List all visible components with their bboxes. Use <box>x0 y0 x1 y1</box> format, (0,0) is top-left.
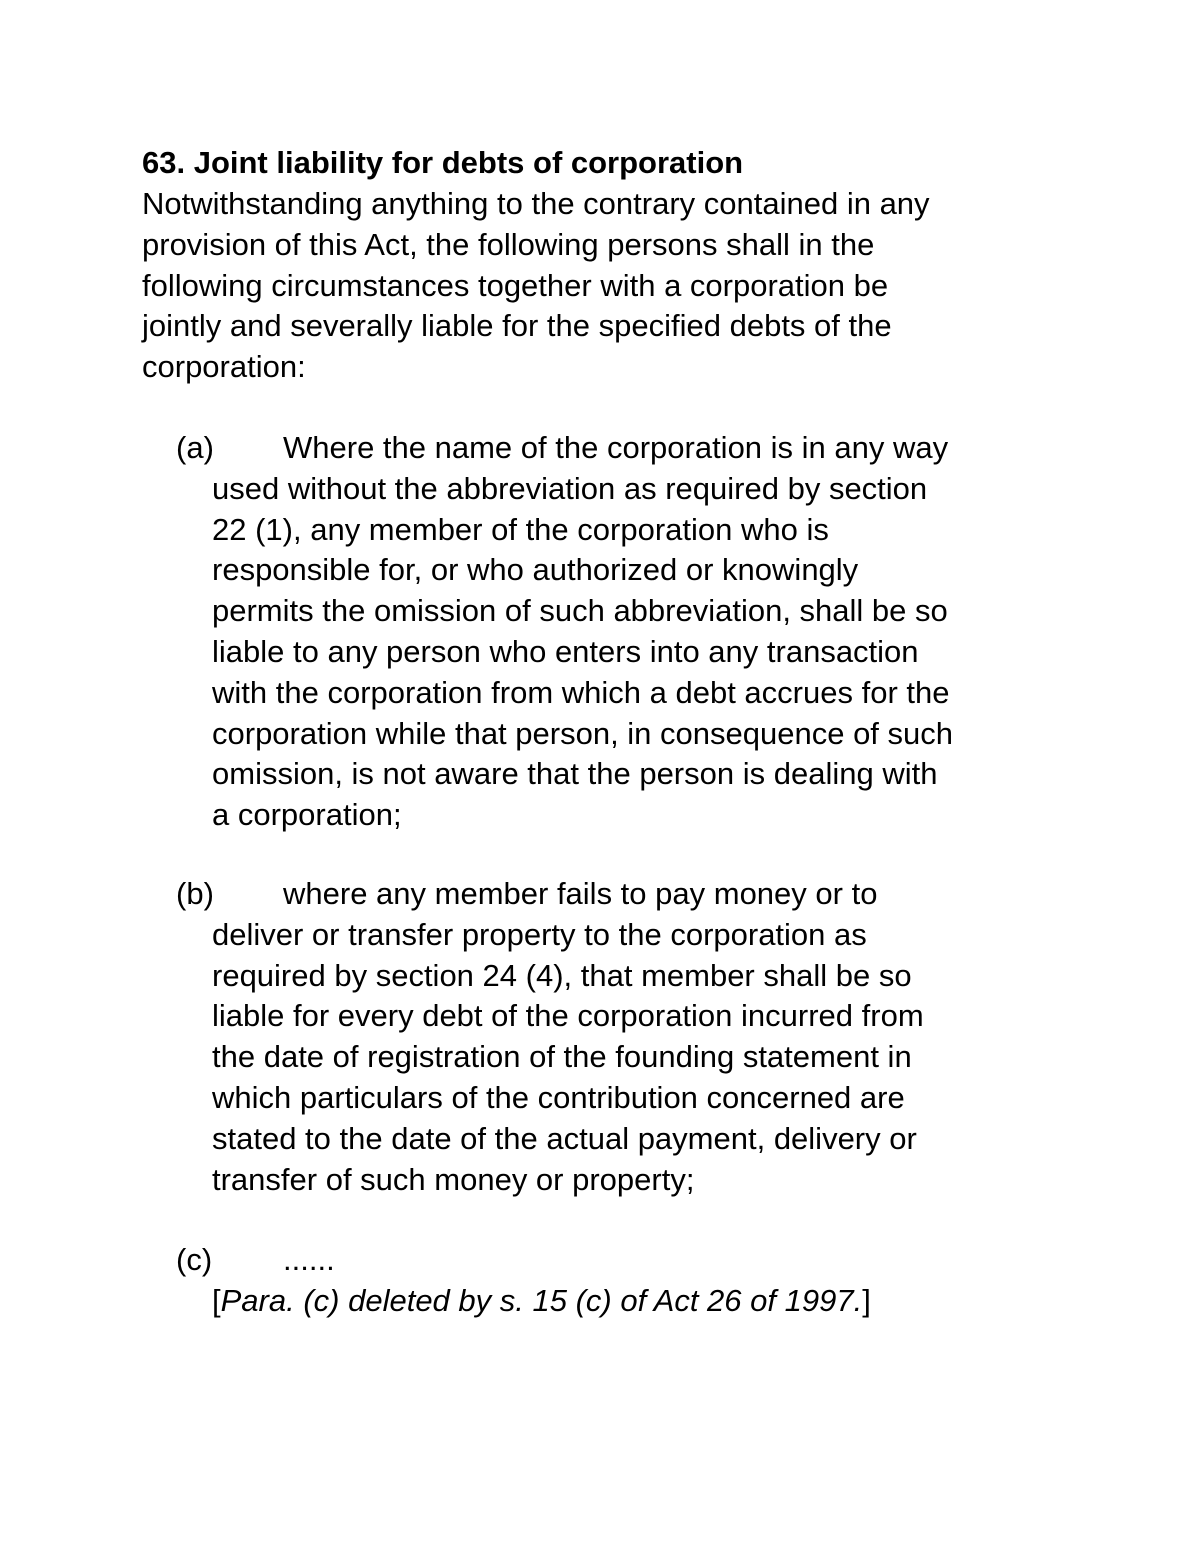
paragraph-c <box>176 1240 1076 1322</box>
paragraph-line: liable for every debt of the corporation incurred from <box>212 998 924 1034</box>
paragraph-line: transfer of such money or property; <box>212 1161 695 1197</box>
paragraph-b-text: where any member fails to pay money or to <box>283 876 878 911</box>
intro-line: following circumstances together with a corporation be <box>142 267 889 303</box>
amendment-note-open-bracket: [ <box>212 1282 221 1318</box>
paragraph-b <box>176 874 1076 1200</box>
paragraph-a <box>176 428 1076 836</box>
paragraph-line: permits the omission of such abbreviation, shall be so <box>212 593 948 629</box>
amendment-note-close-bracket: ] <box>862 1282 871 1318</box>
intro-line: corporation: <box>142 349 306 385</box>
paragraph-line: liable to any person who enters into any transaction <box>212 633 919 669</box>
paragraph-line: omission, is not aware that the person is dealing with <box>212 756 938 792</box>
paragraph-line: used without the abbreviation as required by section <box>212 470 928 506</box>
paragraph-b-label: (b) <box>176 876 214 911</box>
amendment-note <box>176 1281 1076 1322</box>
paragraph-b-first-line <box>176 874 1076 915</box>
section-heading: 63. Joint liability for debts of corporation <box>142 145 744 180</box>
intro-line: provision of this Act, the following persons shall in the <box>142 226 875 262</box>
paragraph-line: a corporation; <box>212 797 402 833</box>
intro-line: jointly and severally liable for the specified debts of the <box>142 308 892 344</box>
paragraph-line: 22 (1), any member of the corporation who is <box>212 511 829 547</box>
paragraph-a-text: Where the name of the corporation is in any way <box>283 430 949 465</box>
section-intro <box>142 184 1082 388</box>
paragraph-a-first-line <box>176 428 1076 469</box>
paragraph-a-label: (a) <box>176 430 214 465</box>
paragraph-line: the date of registration of the founding statement in <box>212 1039 912 1075</box>
paragraph-c-label: (c) <box>176 1242 213 1277</box>
intro-line: Notwithstanding anything to the contrary contained in any <box>142 186 930 221</box>
paragraph-line: deliver or transfer property to the corporation as <box>212 916 867 952</box>
paragraph-c-first-line <box>176 1240 1076 1281</box>
paragraph-line: which particulars of the contribution concerned are <box>212 1079 905 1115</box>
paragraph-line: required by section 24 (4), that member shall be so <box>212 957 912 993</box>
paragraph-line: responsible for, or who authorized or knowingly <box>212 552 859 588</box>
paragraph-c-text: ...... <box>283 1242 335 1277</box>
paragraph-line: stated to the date of the actual payment, delivery or <box>212 1120 917 1156</box>
paragraph-line: with the corporation from which a debt accrues for the <box>212 674 950 710</box>
amendment-note-text: Para. (c) deleted by s. 15 (c) of Act 26 of 1997. <box>220 1282 863 1318</box>
paragraph-line: corporation while that person, in consequence of such <box>212 715 954 751</box>
